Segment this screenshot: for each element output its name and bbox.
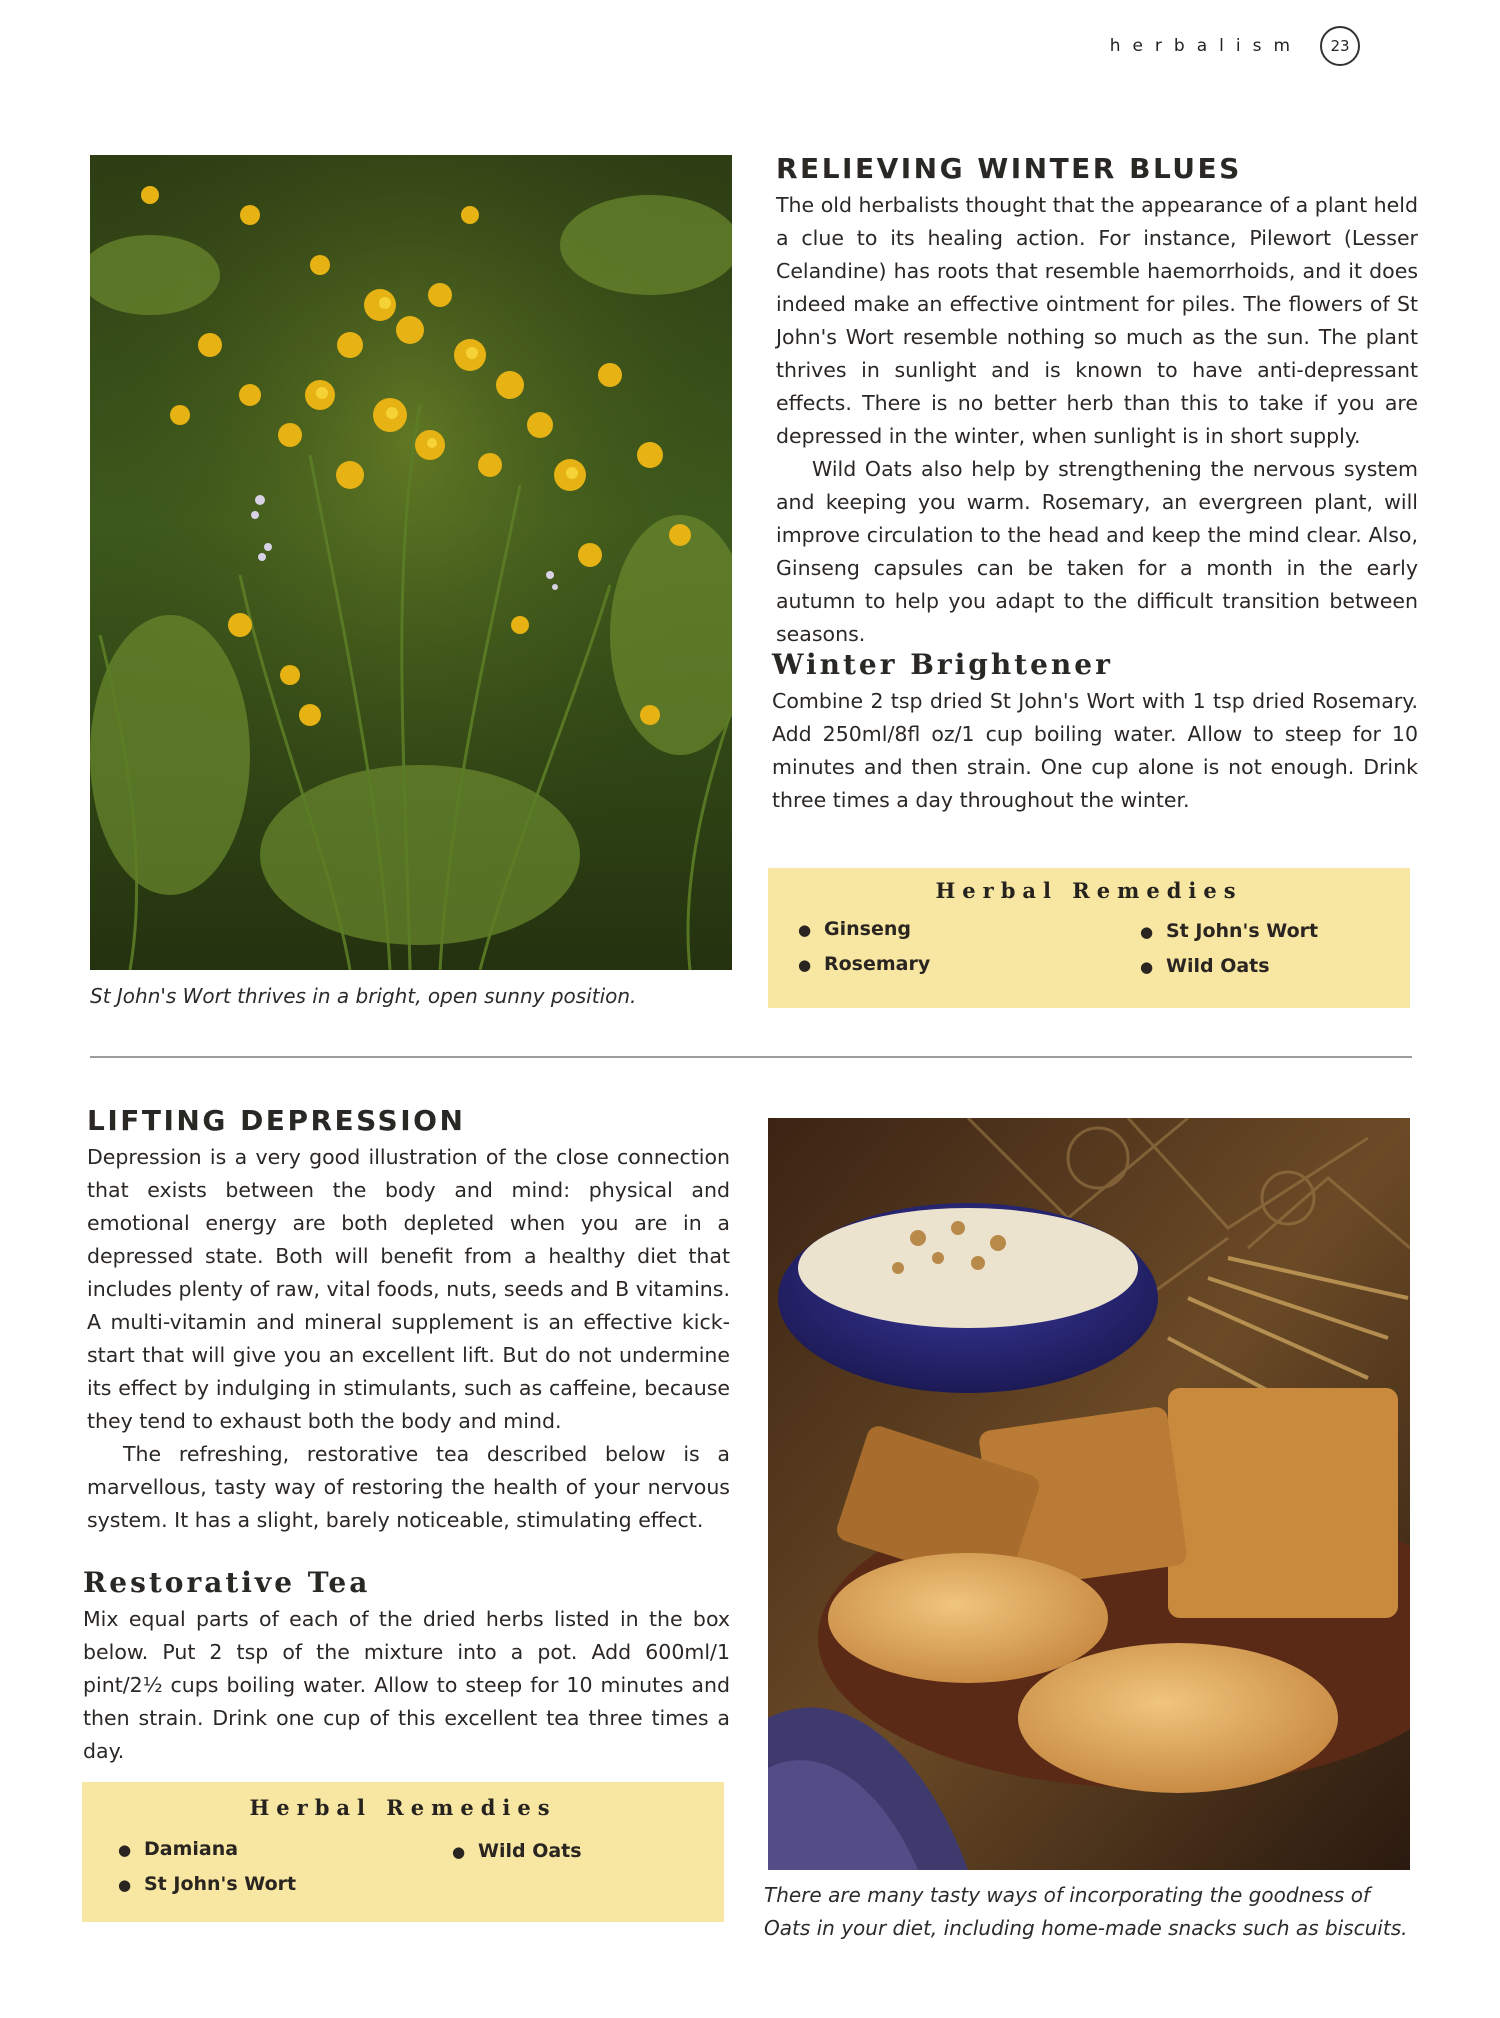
oat-snacks-caption: There are many tasty ways of incorporating the goodness of Oats in your diet, including home-made snacks such as biscuits. <box>764 1883 1408 1940</box>
remedy-item: ● Wild Oats <box>452 1834 582 1869</box>
winter-brightener-recipe <box>772 648 1418 817</box>
remedies-title: Herbal Remedies <box>249 1795 557 1820</box>
remedies-title: Herbal Remedies <box>935 878 1243 903</box>
remedy-item: ● St John's Wort <box>1140 914 1318 949</box>
section-divider <box>90 1056 1412 1058</box>
recipe-heading: Restorative Tea <box>83 1566 371 1599</box>
body-paragraph: The refreshing, restorative tea described below is a marvellous, tasty way of restoring the health of your nervous system. It has a slight, barely noticeable, stimulating effect. <box>87 1442 730 1532</box>
remedy-item: ● Wild Oats <box>1140 949 1318 984</box>
section-heading: LIFTING DEPRESSION <box>87 1104 466 1137</box>
section-heading: RELIEVING WINTER BLUES <box>776 152 1242 185</box>
restorative-tea-recipe <box>83 1566 730 1768</box>
recipe-text: Combine 2 tsp dried St John's Wort with 1 tsp dried Rosemary. Add 250ml/8fl oz/1 cup boiling water. Allow to steep for 10 minutes and then strain. One cup alone is not enough. Drink three times a day throughout the winter. <box>772 689 1418 812</box>
remedies-list-right <box>1140 914 1318 984</box>
remedy-item: ● Rosemary <box>798 947 930 982</box>
relieving-winter-blues-section <box>776 152 1418 651</box>
body-paragraph: Wild Oats also help by strengthening the nervous system and keeping you warm. Rosemary, an evergreen plant, will improve circulation to the head and keep the mind clear. Also, Ginseng capsules can be taken for a month in the early autumn to help you adapt to the difficult transition between seasons. <box>776 457 1418 646</box>
herbal-remedies-box <box>768 868 1410 1008</box>
remedies-list-right <box>452 1834 582 1869</box>
st-johns-wort-illustration <box>90 155 732 970</box>
oat-snacks-photo <box>768 1118 1410 1870</box>
remedy-item: ● Ginseng <box>798 912 930 947</box>
remedies-list-left <box>118 1832 296 1902</box>
body-paragraph: Depression is a very good illustration of the close connection that exists between the body and mind: physical and emotional energy are both depleted when you are in a depressed state. Both will benefit from a healthy diet that includes plenty of raw, vital foods, nuts, seeds and B vitamins. A multi-vitamin and mineral supplement is an effective kick-start that will give you an excellent lift. But do not undermine its effect by indulging in stimulants, such as caffeine, because they tend to exhaust both the body and mind. <box>87 1145 730 1433</box>
oat-snacks-illustration <box>768 1118 1410 1870</box>
remedies-list-left <box>798 912 930 982</box>
lifting-depression-section <box>87 1104 730 1537</box>
section-name: herbalism <box>1109 36 1302 56</box>
page-number: 23 <box>1320 26 1360 66</box>
remedy-item: ● Damiana <box>118 1832 296 1867</box>
body-paragraph: The old herbalists thought that the appearance of a plant held a clue to its healing action. For instance, Pilewort (Lesser Celandine) has roots that resemble haemorrhoids, and it does indeed make an effective ointment for piles. The flowers of St John's Wort resemble nothing so much as the sun. The plant thrives in sunlight and is known to have anti-depressant effects. There is no better herb than this to take if you are depressed in the winter, when sunlight is in short supply. <box>776 193 1418 448</box>
st-johns-wort-photo <box>90 155 732 970</box>
herbal-remedies-box <box>82 1782 724 1922</box>
recipe-text: Mix equal parts of each of the dried herbs listed in the box below. Put 2 tsp of the mixture into a pot. Add 600ml/1 pint/2½ cups boiling water. Allow to steep for 10 minutes and then strain. Drink one cup of this excellent tea three times a day. <box>83 1607 730 1763</box>
st-johns-wort-caption: St John's Wort thrives in a bright, open sunny position. <box>90 984 637 1008</box>
recipe-heading: Winter Brightener <box>772 648 1113 681</box>
remedy-item: ● St John's Wort <box>118 1867 296 1902</box>
running-header <box>1110 26 1360 66</box>
